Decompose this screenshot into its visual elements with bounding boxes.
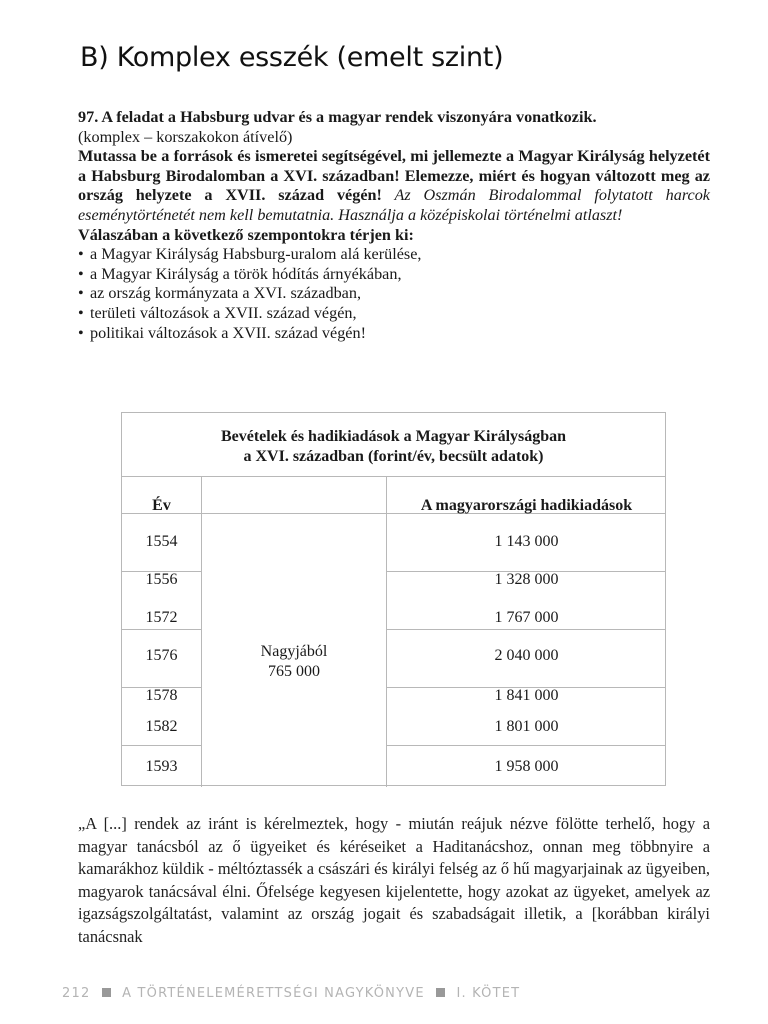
task-subtitle: (komplex – korszakokon átívelő) xyxy=(78,127,293,146)
caption-line: Bevételek és hadikiadások a Magyar Királyságban xyxy=(220,428,567,445)
bullet-icon: • xyxy=(78,284,84,303)
point-text: politikai változások a XVII. század végén! xyxy=(90,323,366,342)
spending-cell: 2 040 000 xyxy=(494,647,559,664)
spending-cell: 1 143 000 xyxy=(494,533,559,550)
task-heading: 97. A feladat a Habsburg udvar és a magyar rendek viszonyára vonatkozik. xyxy=(78,108,597,126)
page-number: 212 xyxy=(62,986,91,1001)
square-icon xyxy=(102,988,111,997)
volume-label: I. KÖTET xyxy=(456,986,521,1001)
bullet-icon: • xyxy=(78,245,84,264)
spending-cell: 1 328 000 xyxy=(494,571,559,588)
year-cell: 1556 xyxy=(145,571,178,588)
point-text: az ország kormányzata a XVI. században, xyxy=(90,284,361,303)
year-cell: 1582 xyxy=(145,718,178,735)
year-cell: 1593 xyxy=(145,758,178,775)
table-frame xyxy=(121,412,666,786)
spending-cell: 1 767 000 xyxy=(494,609,559,626)
spending-cell: 1 801 000 xyxy=(494,718,559,735)
year-cell: 1578 xyxy=(145,687,178,704)
list-item xyxy=(78,284,710,304)
year-cell: 1572 xyxy=(145,609,178,626)
instruction-italic: Az Oszmán Birodalommal folytatott harcok eseménytörténetét nem kell bemutatnia. Használja a középiskolai történelmi atlaszt! xyxy=(78,186,710,224)
list-item xyxy=(78,245,710,265)
bullet-icon: • xyxy=(78,303,84,322)
list-item xyxy=(78,265,710,285)
task-instruction xyxy=(78,147,710,225)
revenue-table xyxy=(121,412,666,786)
income-cell xyxy=(202,476,386,787)
instruction-bold: Mutassa be a források és ismeretei segítségével, mi jellemezte a Magyar Királyság helyzetét a Habsburg Birodalomban a XVI. században! Elemezze, miért és hogyan változott meg az ország helyzete a XVII. század végén! xyxy=(78,147,710,205)
col-header-spending: A magyarországi hadikiadások xyxy=(420,497,633,514)
point-text: a Magyar Királyság Habsburg-uralom alá kerülése, xyxy=(90,245,422,264)
col-header-year: Év xyxy=(152,497,171,514)
source-quote: „A [...] rendek az iránt is kérelmeztek, hogy - miután reájuk nézve fölötte terhelő, hogy a magyar tanácsból az ő ügyeiket és kéréseiket a Haditanácshoz, onnan meg többnyire a kamarákhoz küldik - méltóztassék a császári és királyi felség az ő hű magyarjainak az ügyeiben, magyarok tanácsával élni. Őfelsége kegyesen kijelentette, hogy azokat az ügyeket, amelyek az igazságszolgáltatást, valamint az ország jogait és szabadságait illetik, a [korábban királyi tanácsnak xyxy=(78,814,710,946)
list-item xyxy=(78,304,710,324)
point-text: a Magyar Királyság a török hódítás árnyékában, xyxy=(90,264,402,283)
income-value: 765 000 xyxy=(268,662,320,680)
points-list xyxy=(78,245,710,343)
bullet-icon: • xyxy=(78,323,84,342)
point-text: területi változások a XVII. század végén, xyxy=(90,303,357,322)
page-footer xyxy=(62,986,520,1001)
points-heading: Válaszában a következő szempontokra térjen ki: xyxy=(78,225,414,244)
section-title: B) Komplex esszék (emelt szint) xyxy=(80,42,504,73)
year-cell: 1554 xyxy=(145,533,178,550)
spending-cell: 1 958 000 xyxy=(494,758,559,775)
bullet-icon: • xyxy=(78,264,84,283)
spending-cell: 1 841 000 xyxy=(494,687,559,704)
list-item xyxy=(78,324,710,344)
caption-line: a XVI. században (forint/év, becsült adatok) xyxy=(243,448,544,465)
book-title: A TÖRTÉNELEMÉRETTSÉGI NAGYKÖNYVE xyxy=(122,986,425,1001)
square-icon xyxy=(436,988,445,997)
task-97 xyxy=(78,108,710,343)
table-caption xyxy=(122,427,665,467)
year-cell: 1576 xyxy=(145,647,178,664)
income-label: Nagyjából xyxy=(260,642,328,660)
